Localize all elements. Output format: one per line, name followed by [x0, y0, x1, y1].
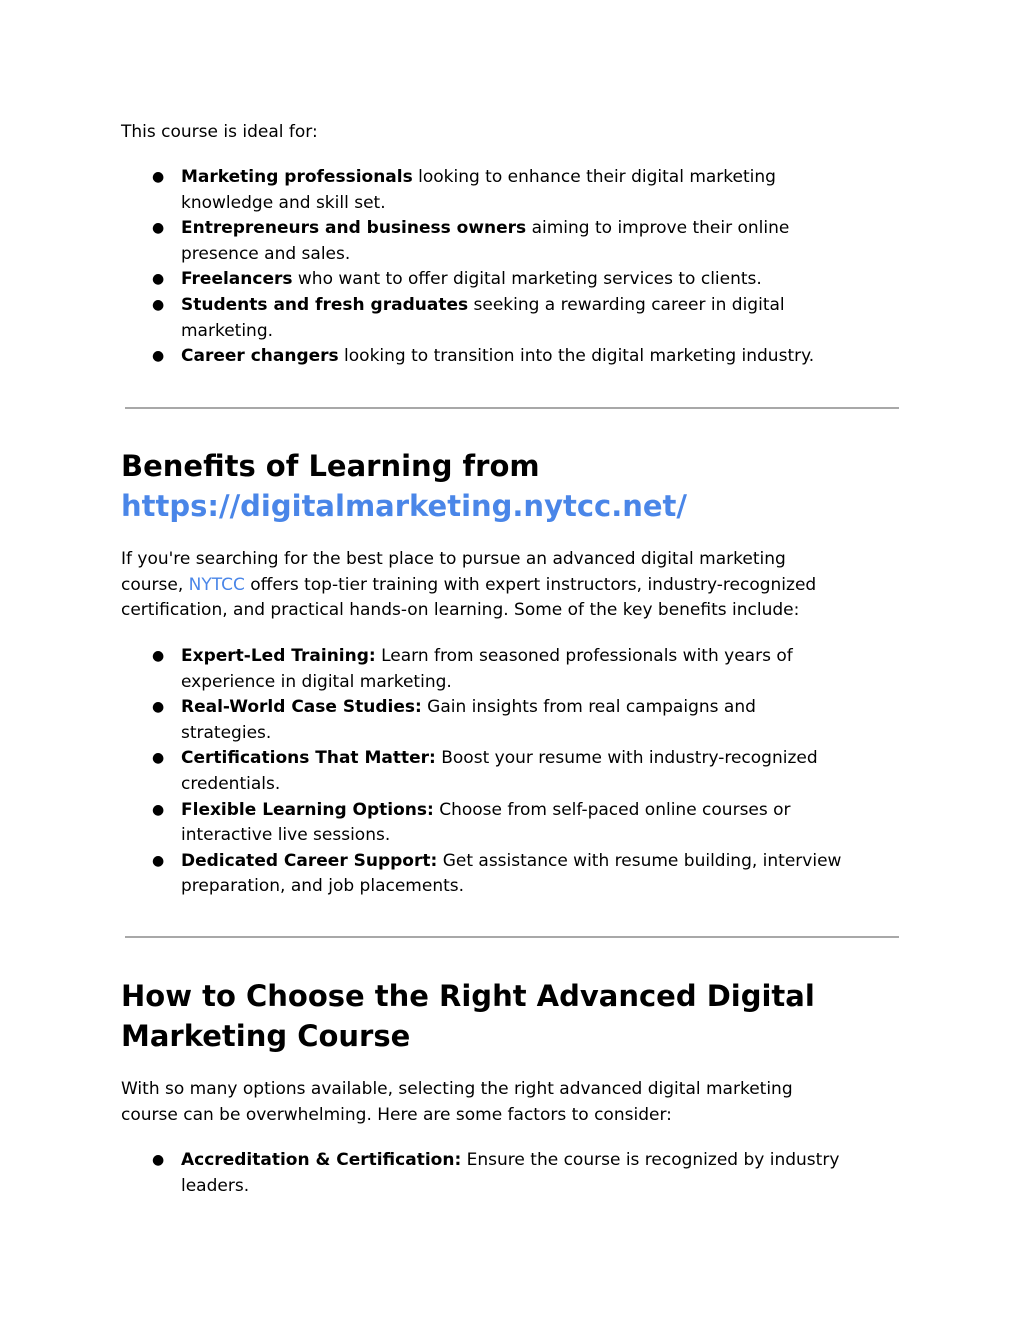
list-item: ● Freelancers who want to offer digital marketing services to clients. [121, 267, 901, 293]
bullet-icon: ● [152, 296, 165, 313]
choose-heading: How to Choose the Right Advanced Digital Marketing Course [121, 979, 815, 1053]
list-item: ● Dedicated Career Support: Get assistance with resume building, interview preparation, and job placements. [152, 850, 842, 897]
divider [125, 407, 899, 409]
benefits-paragraph: If you're searching for the best place to pursue an advanced digital marketing course, NYTCC offers top-tier training with expert instructors, industry-recognized certification, and practical hands-on learning. Some of the key benefits include: [121, 549, 817, 621]
bullet-icon: ● [152, 220, 165, 237]
list-item: ● Expert-Led Training: Learn from seasoned professionals with years of experience in digital marketing. [152, 646, 793, 692]
bullet-icon: ● [152, 169, 165, 185]
choose-paragraph: With so many options available, selecting the right advanced digital marketing course can be overwhelming. Here are some factors to consider: [121, 1079, 793, 1125]
benefits-heading: Benefits of Learning from https://digitalmarketing.nytcc.net/ [121, 449, 688, 523]
intro-text: This course is ideal for: [121, 122, 318, 142]
bullet-icon: ● [152, 348, 165, 365]
bullet-icon: ● [152, 750, 165, 767]
list-item: ● Students and fresh graduates seeking a rewarding career in digital marketing. [152, 294, 785, 341]
bullet-icon: ● [152, 271, 165, 288]
audience-list [121, 165, 901, 370]
divider [125, 936, 899, 938]
list-item: ● Flexible Learning Options: Choose from self-paced online courses or interactive live sessions. [152, 799, 791, 846]
bullet-icon: ● [152, 852, 165, 869]
list-item: ● Accreditation & Certification: Ensure the course is recognized by industry leaders. [152, 1150, 840, 1196]
benefits-list [121, 644, 901, 900]
list-item: ● Career changers looking to transition into the digital marketing industry. [121, 344, 901, 370]
list-item: ● Certifications That Matter: Boost your resume with industry-recognized credentials. [152, 748, 818, 794]
bullet-icon: ● [152, 801, 165, 818]
bullet-icon: ● [152, 1152, 165, 1168]
bullet-icon: ● [152, 648, 165, 664]
benefits-heading-link[interactable]: https://digitalmarketing.nytcc.net/ [121, 489, 688, 523]
list-item: ● Real-World Case Studies: Gain insights from real campaigns and strategies. [152, 697, 756, 743]
list-item: ● Entrepreneurs and business owners aiming to improve their online presence and sales. [152, 218, 790, 264]
list-item: ● Marketing professionals looking to enhance their digital marketing knowledge and skill set. [152, 167, 776, 213]
nytcc-link[interactable]: NYTCC [188, 574, 245, 595]
bullet-icon: ● [152, 699, 165, 716]
choose-list [121, 1148, 901, 1199]
